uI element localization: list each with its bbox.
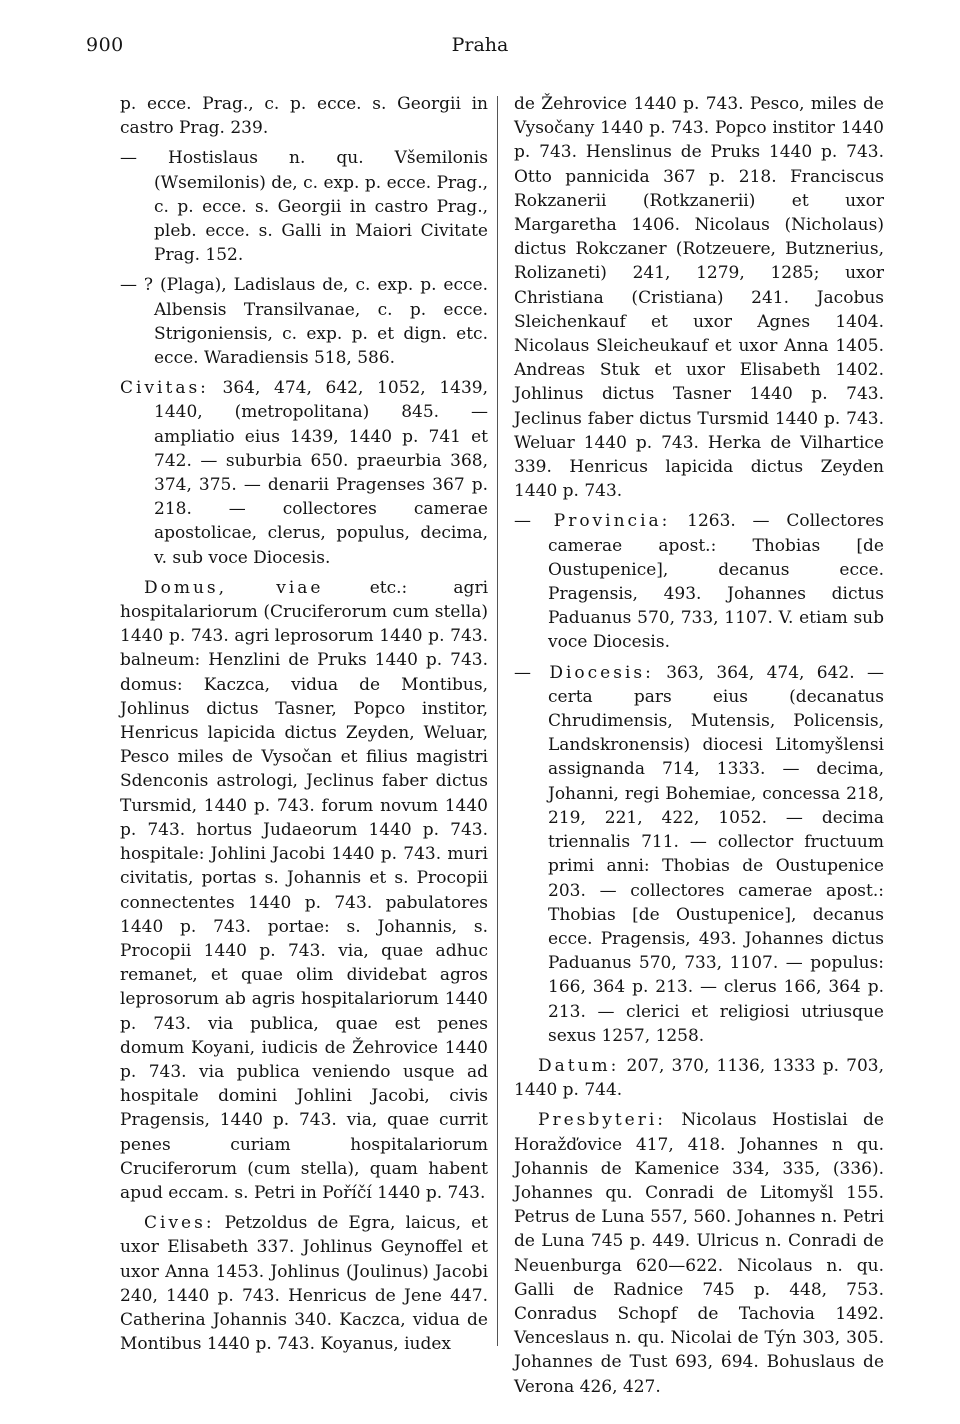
entry-label: Cives:	[144, 1213, 215, 1234]
entry-label: Datum:	[538, 1055, 620, 1076]
index-entry	[514, 92, 884, 503]
index-entry	[120, 146, 488, 267]
index-entry	[514, 661, 884, 1048]
index-entry	[514, 509, 884, 654]
entry-label: — Diocesis:	[514, 662, 654, 683]
page-number: 900	[86, 34, 124, 56]
index-entry	[120, 376, 488, 570]
entry-text: 364, 474, 642, 1052, 1439, 1440, (metropolitana) 845. — ampliatio eius 1439, 1440 p. 741 et 742. — suburbia 650. praeurbia 368, 374, 375. — denarii Pragenses 367 p. 218. — collectores camerae apostolicae, clerus, populus, decima, v. sub voce Diocesis.	[154, 378, 488, 568]
left-column	[114, 92, 488, 1362]
entry-label: Civitas:	[120, 378, 209, 399]
page-header	[0, 0, 960, 70]
column-divider	[497, 96, 498, 1346]
entry-label: Domus, viae	[144, 577, 324, 598]
index-entry	[120, 1211, 488, 1356]
entry-text: — Hostislaus n. qu. Všemilonis (Wsemilonis) de, c. exp. p. ecce. Prag., c. p. ecce. s. Georgii in castro Prag., pleb. ecce. s. Galli in Maiori Civitate Prag. 152.	[120, 148, 488, 266]
entry-text: 363, 364, 474, 642. — certa pars eius (decanatus Chrudimensis, Mutensis, Policensis, Landskronensis) diocesi Litomyšlensi assignanda 714, 1333. — decima, Johanni, regi Bohemiae, concessa 218, 219, 221, 422, 1052. — decima triennalis 711. — collector fructuum primi anni: Thobias de Oustupenice 203. — collectores camerae apost.: Thobias [de Oustupenice], decanus ecce. Pragensis, 493. Johannes dictus Paduanus 570, 733, 1107. — populus: 166, 364 p. 213. — clerus 166, 364 p. 213. — clerici et religiosi utriusque sexus 1257, 1258.	[548, 662, 884, 1046]
index-entry	[120, 576, 488, 1205]
right-column	[508, 92, 884, 1405]
entry-text: — ? (Plaga), Ladislaus de, c. exp. p. ecce. Albensis Transilvanae, c. p. ecce. Strigoniensis, c. exp. p. et dign. etc. ecce. Waradiensis 518, 586.	[120, 275, 488, 369]
entry-text: Petzoldus de Egra, laicus, et uxor Elisabeth 337. Johlinus Geynoffel et uxor Anna 1453. Johlinus (Joulinus) Jacobi 240, 1440 p. 743. Henricus de Jene 447. Catherina Johannis 340. Kaczca, vidua de Montibus 1440 p. 743. Koyanus, iudex	[120, 1213, 488, 1355]
entry-text: etc.: agri hospitalariorum (Cruciferorum cum stella) 1440 p. 743. agri leprosorum 1440 p. 743. balneum: Henzlini de Pruks 1440 p. 743. domus: Kaczca, vidua de Montibus, Johlinus dictus Tasner, Popco institor, Henricus lapicida dictus Zeyden, Weluar, Pesco miles de Vysočan et filius magistri Sdenconis astrologi, Jeclinus faber dictus Tursmid, 1440 p. 743. forum novum 1440 p. 743. hortus Judaeorum 1440 p. 743. hospitale: Johlini Jacobi 1440 p. 743. muri civitatis, portas s. Johannis et s. Procopii connectentes 1440 p. 743. pabulatores 1440 p. 743. portae: s. Johannis, s. Procopii 1440 p. 743. via, quae adhuc remanet, et quae olim dividebat agros leprosorum ab agris hospitalariorum 1440 p. 743. via publica, quae est penes domum Koyani, iudicis de Žehrovice 1440 p. 743. via publica veniendo usque ad hospitale domini Johlini Jacobi, civis Pragensis, 1440 p. 743. via, quae currit penes curiam hospitalariorum Cruciferorum (cum stella), quam habent apud eccam. s. Petri in Poříčí 1440 p. 743.	[120, 577, 489, 1203]
entry-text: Nicolaus Hostislai de Horažďovice 417, 418. Johannes n qu. Johannis de Kamenice 334, 335, (336). Johannes qu. Conradi de Litomyšl 155. Petrus de Luna 557, 560. Johannes n. Petri de Luna 745 p. 449. Ulricus n. Conradi de Neuenburga 620—622. Nicolaus n. qu. Galli de Radnice 745 p. 448, 753. Conradus Schopf de Tachovia 1492. Venceslaus n. qu. Nicolai de Týn 303, 305. Johannes de Tust 693, 694. Bohuslaus de Verona 426, 427.	[514, 1110, 884, 1397]
entry-label: — Provincia:	[514, 511, 671, 532]
index-entry	[120, 92, 488, 140]
index-entry	[514, 1108, 884, 1398]
index-entry	[514, 1054, 884, 1102]
index-entry	[120, 273, 488, 370]
entry-label: Presbyteri:	[538, 1110, 667, 1131]
entry-text: p. ecce. Prag., c. p. ecce. s. Georgii in castro Prag. 239.	[120, 94, 488, 139]
entry-text: de Žehrovice 1440 p. 743. Pesco, miles de Vysočany 1440 p. 743. Popco institor 1440 p. 743. Henslinus de Pruks 1440 p. 743. Otto pannicida 367 p. 218. Franciscus Rokzanerii (Rotkzanerii) et uxor Margaretha 1406. Nicolaus (Nicholaus) dictus Rokczaner (Rotzeuere, Butznerius, Rolizaneti) 241, 1279, 1285; uxor Christiana (Cristiana) 241. Jacobus Sleichenkauf et uxor Agnes 1404. Nicolaus Sleicheukauf et uxor Anna 1405. Andreas Stuk et uxor Elisabeth 1402. Johlinus dictus Tasner 1440 p. 743. Jeclinus faber dictus Tursmid 1440 p. 743. Weluar 1440 p. 743. Herka de Vilhartice 339. Henricus lapicida dictus Zeyden 1440 p. 743.	[514, 94, 884, 502]
entry-text: 207, 370, 1136, 1333 p. 703, 1440 p. 744.	[514, 1055, 884, 1101]
entry-text: 1263. — Collectores camerae apost.: Thobias [de Oustupenice], decanus ecce. Pragensis, 493. Johannes dictus Paduanus 570, 733, 1107. V. etiam sub voce Diocesis.	[548, 511, 884, 653]
running-title: Praha	[451, 34, 509, 56]
